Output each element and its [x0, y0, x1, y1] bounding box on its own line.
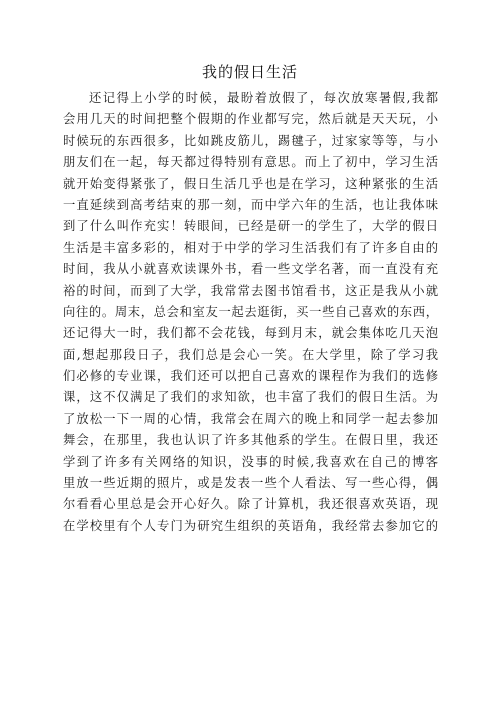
text-line: 裕的时间，而到了大学，我常常去图书馆看书，这正是我从小就	[63, 283, 438, 298]
text-line: 时间，我从小就喜欢读课外书，看一些文学名著，而一直没有充	[63, 262, 438, 277]
text-line: 朋友们在一起，每天都过得特别有意思。而上了初中，学习生活	[63, 155, 438, 170]
text-line: 尔看看心里总是会开心好久。除了计算机，我还很喜欢英语，现	[63, 497, 438, 512]
text-line: 到了什么叫作充实！转眼间，已经是研一的学生了，大学的假日	[63, 219, 438, 234]
text-line: 一直延续到高考结束的那一刻，而中学六年的生活，也让我体味	[63, 197, 438, 212]
text-line: 里放一些近期的照片，或是发表一些个人看法、写一些心得，偶	[63, 476, 438, 491]
page-title: 我的假日生活	[201, 63, 298, 81]
text-line: 还记得大一时，我们都不会花钱，每到月末，就会集体吃几天泡	[63, 326, 438, 341]
text-line: 就开始变得紧张了，假日生活几乎也是在学习，这种紧张的生活	[63, 176, 438, 191]
text-line: 们必修的专业课，我们还可以把自己喜欢的课程作为我们的选修	[63, 369, 438, 384]
text-line: 在学校里有个人专门为研究生组织的英语角，我经常去参加它的	[63, 518, 438, 533]
text-line: 向往的。周末，总会和室友一起去逛街，买一些自己喜欢的东西，	[63, 304, 438, 319]
text-line: 还记得上小学的时候，最盼着放假了，每次放寒暑假,我都	[89, 91, 438, 105]
body-text	[63, 88, 438, 537]
text-line: 课，这不仅满足了我们的求知欲，也丰富了我们的假日生活。为	[63, 390, 438, 405]
text-line: 生活是丰富多彩的，相对于中学的学习生活我们有了许多自由的	[63, 240, 438, 255]
text-line: 会用几天的时间把整个假期的作业都写完，然后就是天天玩，小	[63, 112, 438, 127]
text-line: 面,想起那段日子，我们总是会心一笑。在大学里，除了学习我	[63, 347, 438, 362]
text-line: 时候玩的东西很多，比如跳皮筋儿，踢毽子，过家家等等，与小	[63, 133, 438, 148]
text-line: 学到了许多有关网络的知识，没事的时候,我喜欢在自己的博客	[63, 454, 438, 469]
text-line: 舞会，在那里，我也认识了许多其他系的学生。在假日里，我还	[63, 433, 438, 448]
text-line: 了放松一下一周的心情，我常会在周六的晚上和同学一起去参加	[63, 411, 438, 426]
